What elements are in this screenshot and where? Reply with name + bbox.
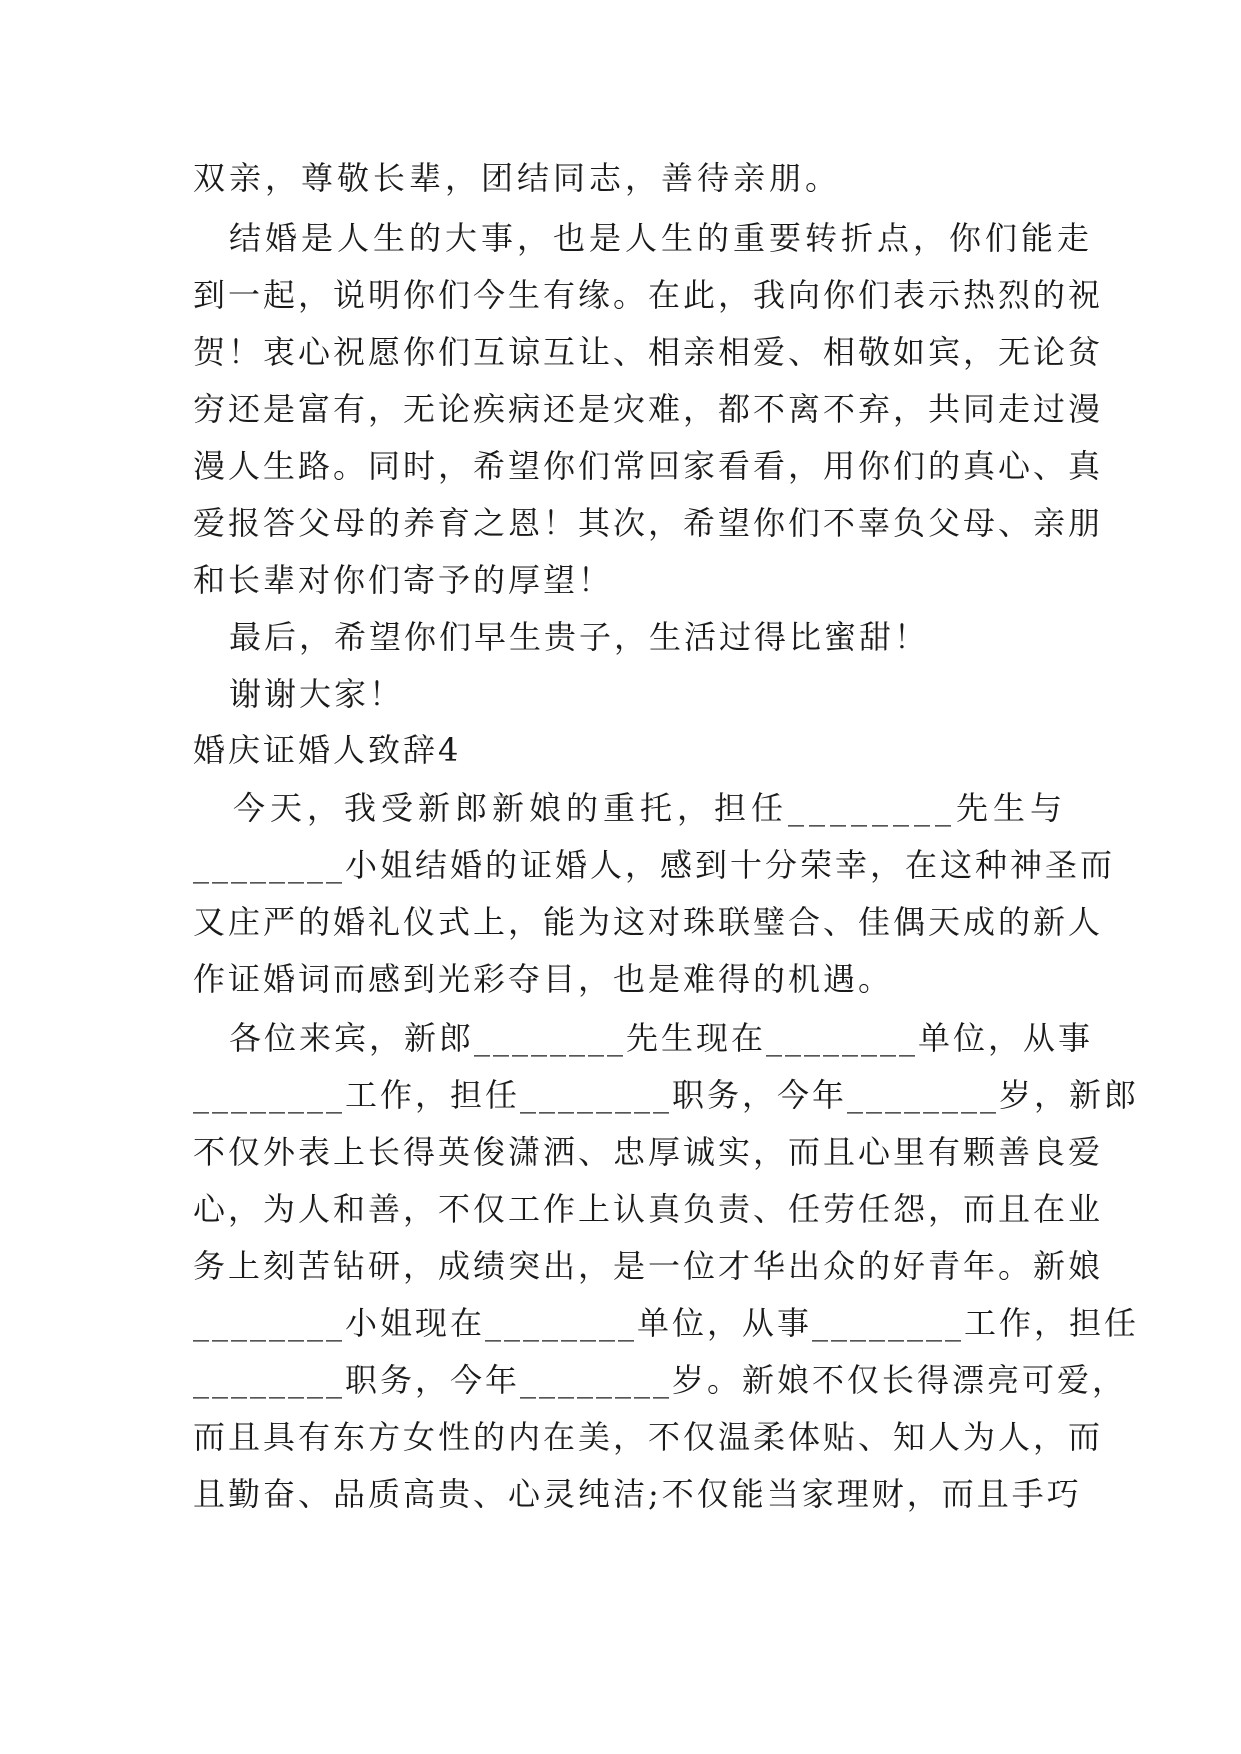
section-heading: 婚庆证婚人致辞4: [193, 731, 462, 769]
paragraph-line: 和长辈对你们寄予的厚望！: [193, 561, 614, 599]
paragraph-line: 作证婚词而感到光彩夺目，也是难得的机遇。: [193, 960, 894, 998]
paragraph-line: ________职务，今年________岁。新娘不仅长得漂亮可爱，: [193, 1361, 1128, 1399]
paragraph-line: 务上刻苦钻研，成绩突出，是一位才华出众的好青年。新娘: [193, 1247, 1104, 1285]
paragraph-line: 今天，我受新郎新娘的重托，担任________先生与: [233, 789, 1068, 827]
paragraph-line: 又庄严的婚礼仪式上，能为这对珠联璧合、佳偶天成的新人: [193, 903, 1104, 941]
paragraph-line: 结婚是人生的大事，也是人生的重要转折点，你们能走: [229, 219, 1094, 257]
paragraph-line: 穷还是富有，无论疾病还是灾难，都不离不弃，共同走过漫: [193, 390, 1104, 428]
paragraph-line: ________小姐现在________单位，从事________工作，担任: [193, 1304, 1140, 1342]
paragraph-line: 各位来宾，新郎________先生现在________单位，从事: [229, 1019, 1094, 1057]
paragraph-line: ________小姐结婚的证婚人，感到十分荣幸，在这种神圣而: [193, 846, 1116, 884]
paragraph-line: 漫人生路。同时，希望你们常回家看看，用你们的真心、真: [193, 447, 1104, 485]
paragraph-line: 到一起，说明你们今生有缘。在此，我向你们表示热烈的祝: [193, 276, 1104, 314]
paragraph-line: 最后，希望你们早生贵子，生活过得比蜜甜！: [229, 618, 930, 656]
paragraph-line: 心，为人和善，不仅工作上认真负责、任劳任怨，而且在业: [193, 1190, 1104, 1228]
paragraph-line: 而且具有东方女性的内在美，不仅温柔体贴、知人为人，而: [193, 1418, 1104, 1456]
paragraph-line: ________工作，担任________职务，今年________岁，新郎: [193, 1076, 1140, 1114]
paragraph-line: 且勤奋、品质高贵、心灵纯洁;不仅能当家理财，而且手巧: [193, 1475, 1082, 1513]
paragraph-line: 不仅外表上长得英俊潇洒、忠厚诚实，而且心里有颗善良爱: [193, 1133, 1104, 1171]
paragraph-line: 贺！衷心祝愿你们互谅互让、相亲相爱、相敬如宾，无论贫: [193, 333, 1104, 371]
paragraph-line: 爱报答父母的养育之恩！其次，希望你们不辜负父母、亲朋: [193, 504, 1104, 542]
paragraph-line: 双亲，尊敬长辈，团结同志，善待亲朋。: [193, 159, 842, 197]
paragraph-line: 谢谢大家！: [229, 675, 405, 713]
